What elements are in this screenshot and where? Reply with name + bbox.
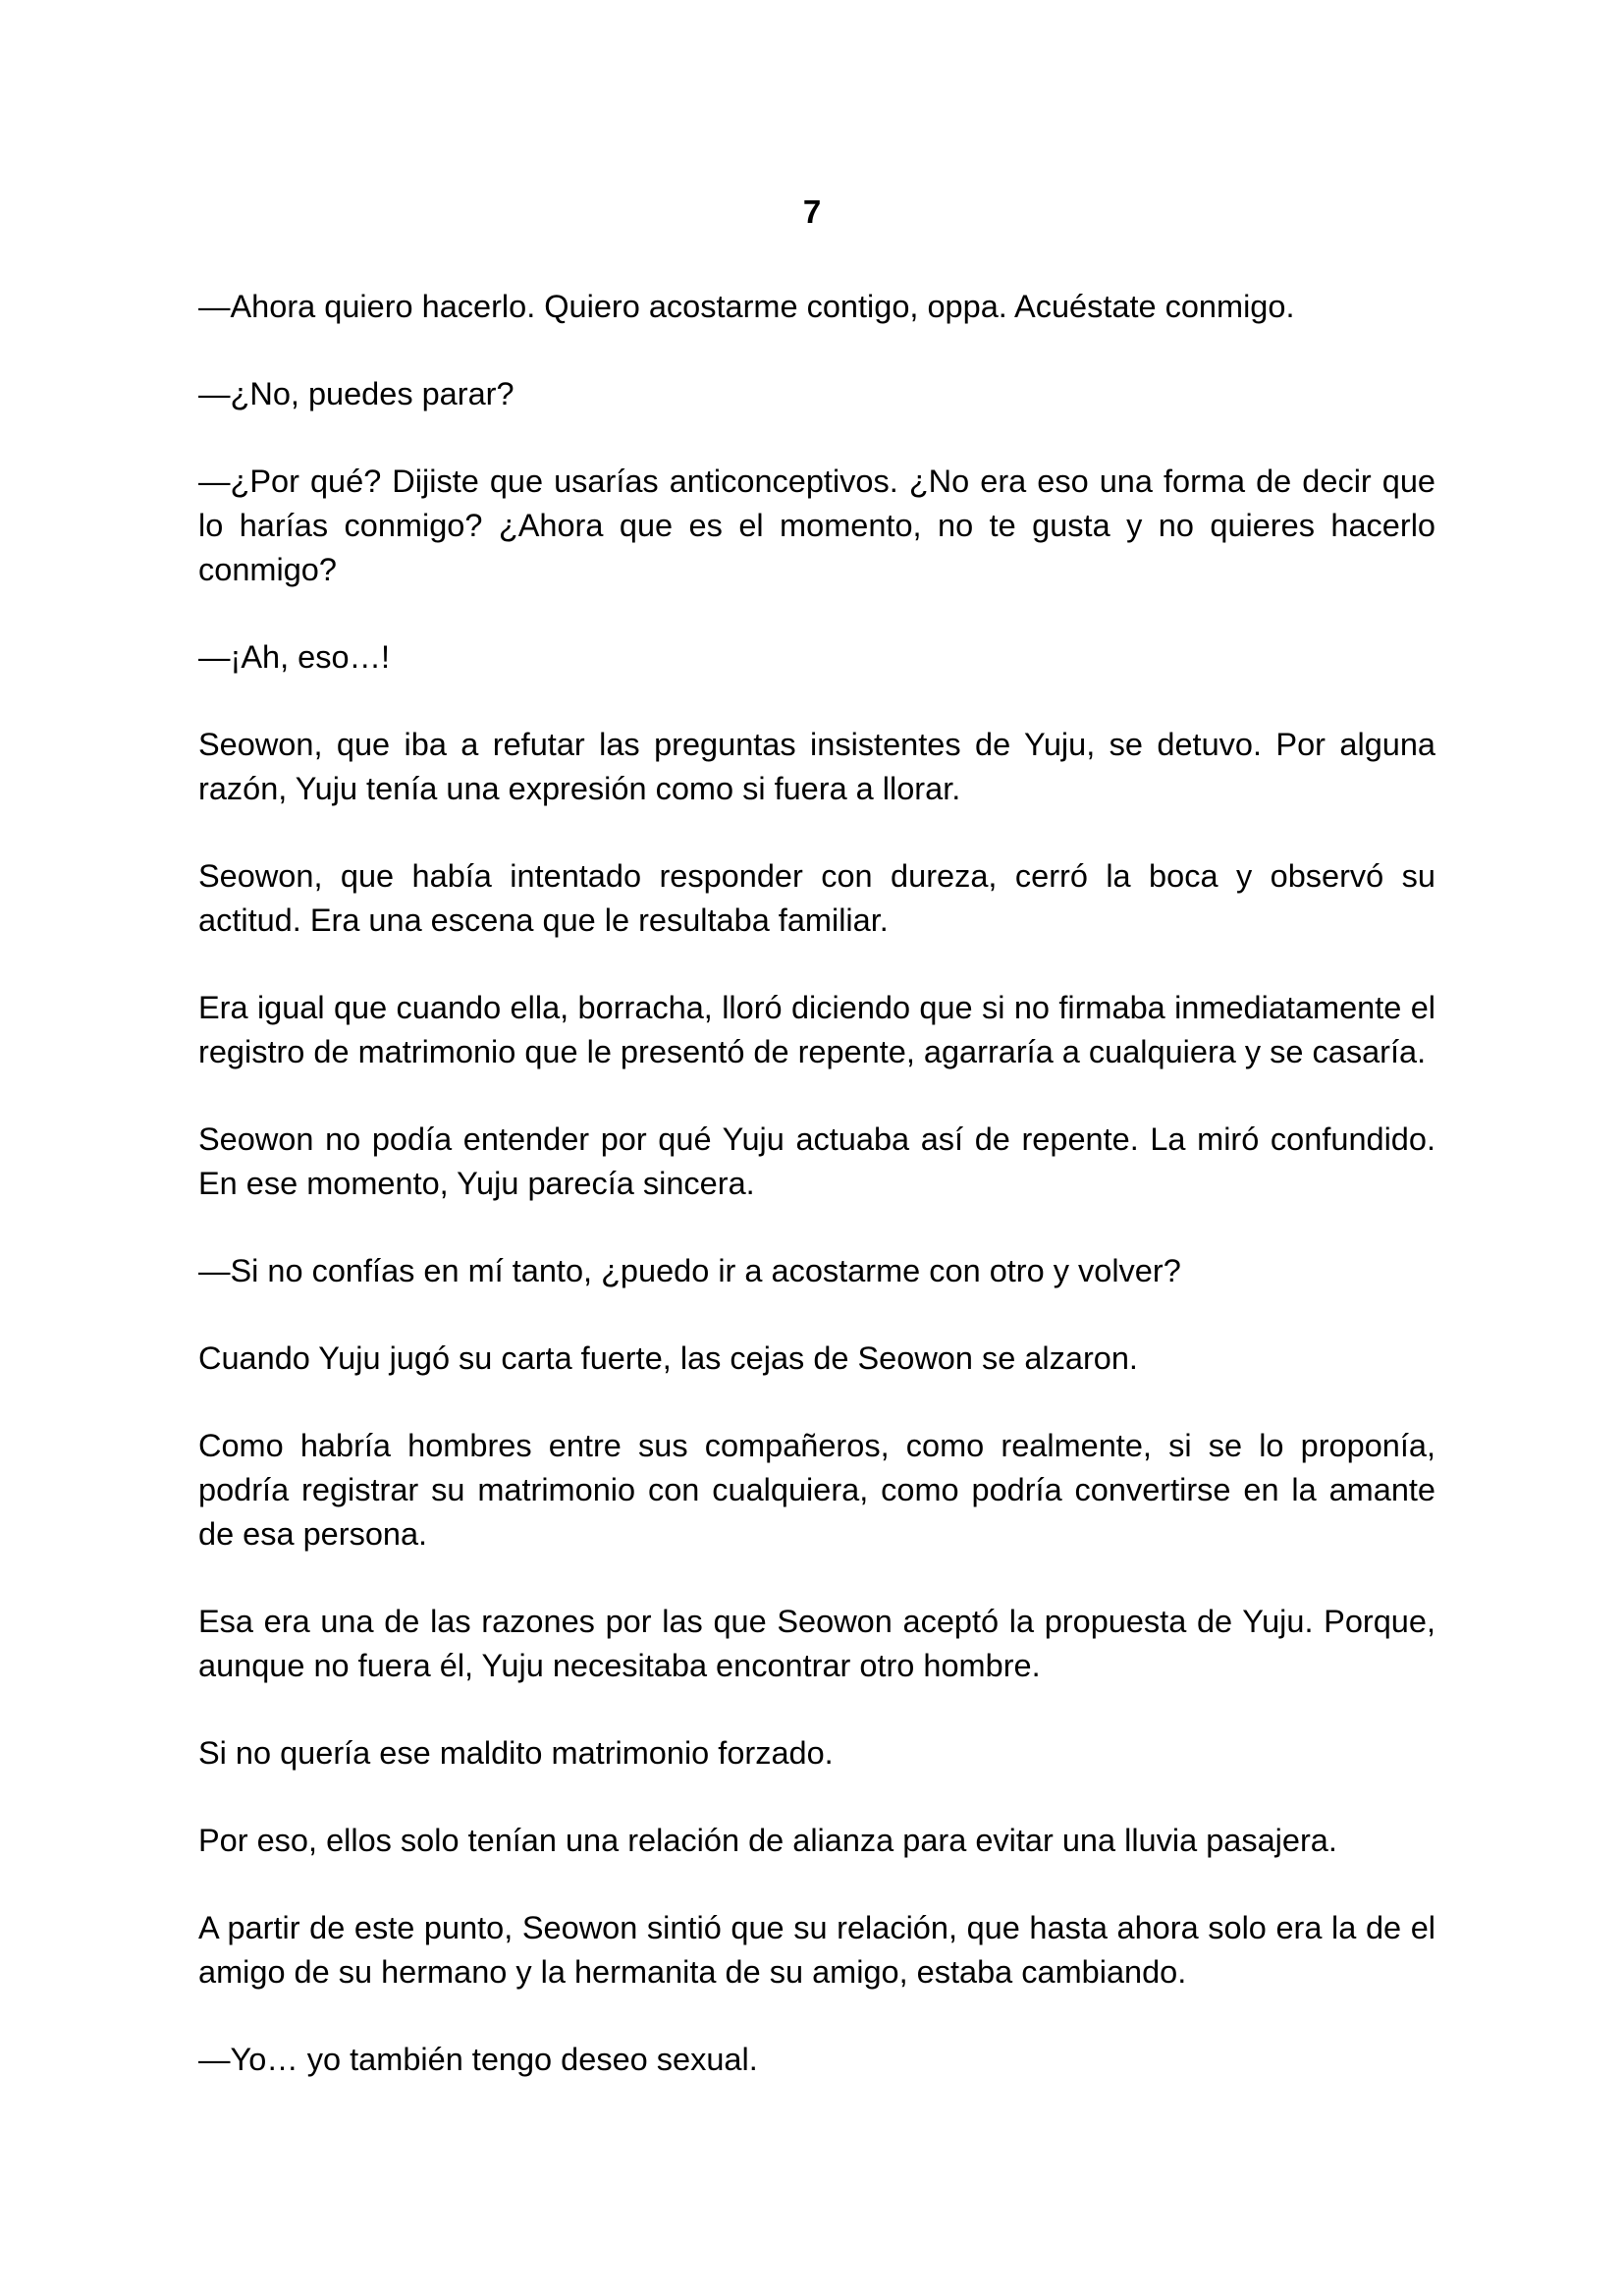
paragraph: —¡Ah, eso…! [198,639,391,675]
paragraph: Como habría hombres entre sus compañeros, como realmente, si se lo proponía, podría registrar su matrimonio con cualquiera, como podría convertirse en la amante de esa persona. [198,1428,1435,1552]
paragraph: —¿Por qué? Dijiste que usarías anticonceptivos. ¿No era eso una forma de decir que lo harías conmigo? ¿Ahora que es el momento, no te gusta y no quieres hacerlo conmigo? [198,464,1435,587]
paragraph: —Si no confías en mí tanto, ¿puedo ir a acostarme con otro y volver? [198,1253,1181,1288]
paragraph: Era igual que cuando ella, borracha, lloró diciendo que si no firmaba inmediatamente el registro de matrimonio que le presentó de repente, agarraría a cualquiera y se casaría. [198,990,1435,1069]
paragraph: Cuando Yuju jugó su carta fuerte, las cejas de Seowon se alzaron. [198,1340,1138,1376]
paragraph: Seowon, que iba a refutar las preguntas insistentes de Yuju, se detuvo. Por alguna razón, Yuju tenía una expresión como si fuera a llorar. [198,727,1435,806]
paragraph: Por eso, ellos solo tenían una relación de alianza para evitar una lluvia pasajera. [198,1823,1337,1858]
paragraph: Esa era una de las razones por las que Seowon aceptó la propuesta de Yuju. Porque, aunque no fuera él, Yuju necesitaba encontrar otro hombre. [198,1604,1435,1683]
paragraph: —¿No, puedes parar? [198,376,514,411]
body-text [198,285,1435,2125]
page-number: 7 [802,193,822,230]
paragraph: A partir de este punto, Seowon sintió que su relación, que hasta ahora solo era la de el amigo de su hermano y la hermanita de su amigo, estaba cambiando. [198,1910,1435,1990]
paragraph: Si no quería ese maldito matrimonio forzado. [198,1735,834,1771]
paragraph: —Ahora quiero hacerlo. Quiero acostarme contigo, oppa. Acuéstate conmigo. [198,289,1295,324]
paragraph: —Yo… yo también tengo deseo sexual. [198,2042,758,2077]
paragraph: Seowon no podía entender por qué Yuju actuaba así de repente. La miró confundido. En ese momento, Yuju parecía sincera. [198,1121,1435,1201]
paragraph: Seowon, que había intentado responder con dureza, cerró la boca y observó su actitud. Era una escena que le resultaba familiar. [198,858,1435,938]
